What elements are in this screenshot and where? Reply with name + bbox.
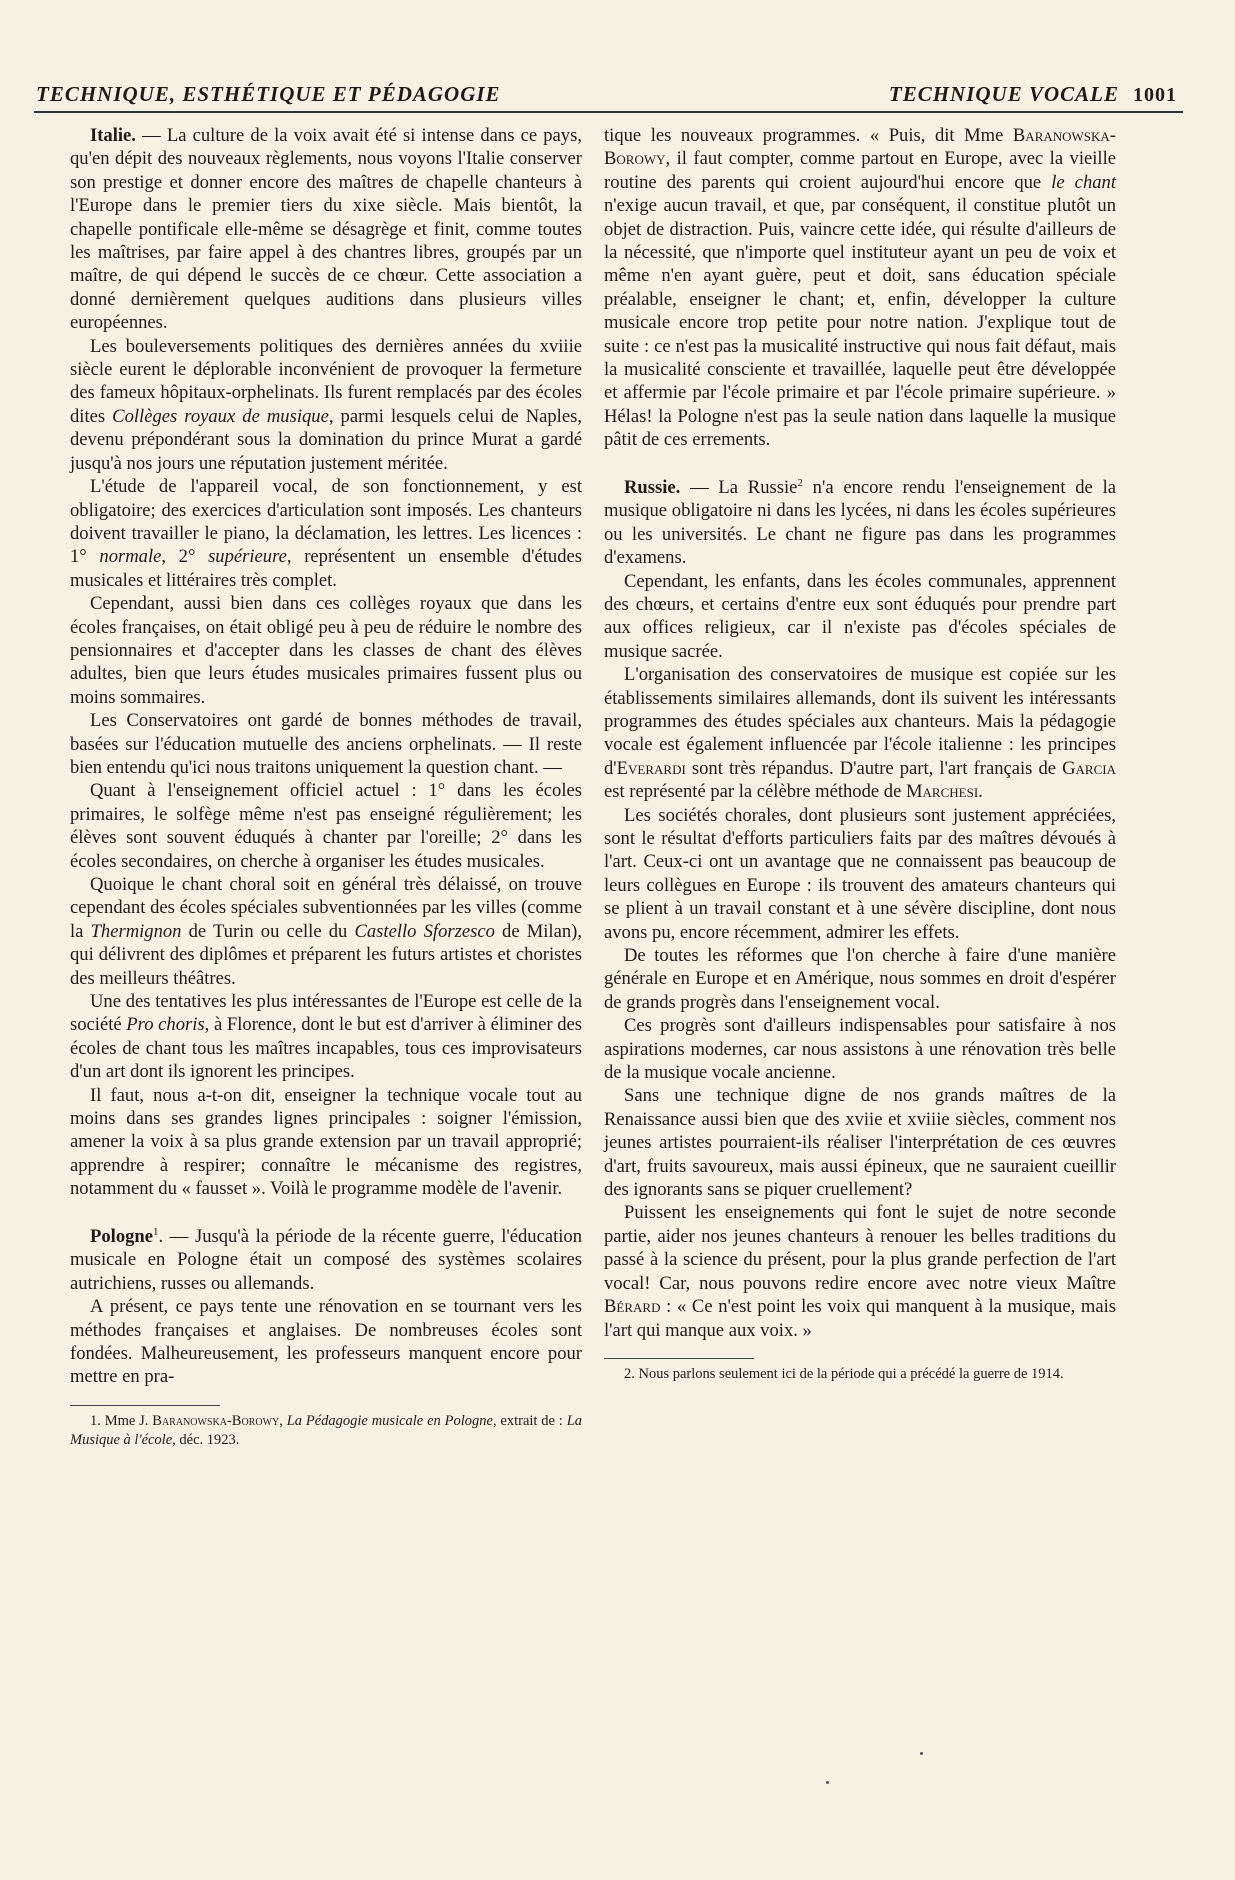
right-column [604, 124, 1116, 1384]
italic-term: le chant [1051, 171, 1116, 193]
running-head-right [889, 82, 1177, 107]
paragraph-text: . — Jusqu'à la période de la récente guerre, l'éducation musicale en Pologne était un composé des systèmes scolaires autrichiens, russes ou allemands. [70, 1225, 582, 1294]
section-heading-italie: Italie. [90, 125, 136, 146]
paragraph-text: , à Florence, dont le but est d'arriver à éliminer des écoles de chant tous les maîtres incapables, tous ces improvisateurs d'un art dont ils ignorent les principes. [70, 1014, 582, 1083]
person-name: Marchesi [906, 781, 979, 803]
italic-term: Pro choris [126, 1014, 205, 1036]
italic-term: normale [99, 546, 162, 568]
paragraph-text: tique les nouveaux programmes. « Puis, dit Mme [604, 125, 1013, 146]
author-name: Baranowska-Borowy [152, 1412, 280, 1429]
paragraph-russie-1 [604, 472, 1116, 570]
paragraph-text: , représentent un ensemble d'études musicales et littéraires très complet. [70, 546, 582, 591]
italic-title: La Musique à l'école [70, 1412, 583, 1448]
paragraph-text: — La culture de la voix avait été si intense dans ce pays, qu'en dépit des nouveaux règlements, nous voyons l'Italie conserver son prestige et donner encore des maîtres de chapelle chanteurs à l'Europe dans le premier tiers du xixe siècle. Mais bientôt, la chapelle pontificale elle-même se désagrège et finit, comme toutes les maîtrises, par faire appel à des chantres libres, groupés par un maître, de qui dépend le succès de ce chœur. Cette association a donné dernièrement quelques auditions dans plusieurs villes européennes. [70, 125, 582, 334]
person-name: Bérard [604, 1296, 661, 1318]
footnote-rule [70, 1405, 220, 1406]
paragraph-russie-7: Sans une technique digne de nos grands maîtres de la Renaissance aussi bien que des xviie et xviiie siècles, comment nos jeunes artistes pourraient-ils réaliser l'interprétation de ces œuvres d'art, fruits savoureux, mais aussi épineux, que ne sauraient cueillir des ignorants sans se piquer cruellement? [604, 1085, 1116, 1201]
paragraph-italie-9: Il faut, nous a-t-on dit, enseigner la technique vocale tout au moins dans ses grandes lignes principales : soigner l'émission, amener la voix à sa plus grande extension par un travail approprié; apprendre à respirer; connaître le mécanisme des registres, notamment du « fausset ». Voilà le programme modèle de l'avenir. [70, 1084, 582, 1200]
footnote-ref-1: 1 [153, 1225, 159, 1238]
paper-speck [920, 1752, 923, 1755]
footnote-rule [604, 1358, 754, 1359]
paragraph-pologne-3 [604, 124, 1116, 452]
paragraph-italie-3 [70, 475, 582, 592]
person-name: Garcia [1062, 757, 1116, 779]
paragraph-pologne-2: A présent, ce pays tente une rénovation en se tournant vers les méthodes françaises et anglaises. De nombreuses écoles sont fondées. Malheureusement, les professeurs manquent encore pour mettre en pra- [70, 1296, 582, 1388]
left-column [70, 124, 582, 1450]
paragraph-text: de Turin ou celle du [181, 920, 355, 942]
paragraph-text: : « Ce n'est point les voix qui manquent à la musique, mais l'art qui manque aux voix. » [604, 1296, 1116, 1341]
paragraph-text: . [978, 781, 983, 803]
paragraph-russie-4: Les sociétés chorales, dont plusieurs sont justement appréciées, sont le résultat d'efforts particuliers faits par des maîtres dévoués à l'art. Ceux-ci ont un avantage que ne connaissent pas beaucoup de leurs collègues en Europe : ils trouvent des amateurs chanteurs qui se plient à un travail constant et à une sévère discipline, dont nous avons pu, encore récemment, admirer les effets. [604, 804, 1116, 943]
paragraph-italie-8 [70, 990, 582, 1084]
footnote-1 [70, 1412, 582, 1450]
footnote-text: 1. Mme J. [90, 1412, 153, 1429]
italic-term: Thermignon [90, 920, 182, 942]
paragraph-text: , il faut compter, comme partout en Europe, avec la vieille routine des parents qui croient aujourd'hui encore que [604, 148, 1116, 193]
paragraph-russie-8 [604, 1201, 1116, 1341]
paragraph-pologne-1 [70, 1221, 582, 1295]
paragraph-italie-2 [70, 335, 582, 475]
footnote-text: , déc. 1923. [172, 1431, 240, 1448]
footnote-ref-2: 2 [797, 476, 803, 489]
italic-title: La Pédagogie musicale en Pologne [286, 1412, 493, 1429]
paragraph-text: Les bouleversements politiques des dernières années du xviiie siècle eurent le déplorable inconvénient de provoquer la fermeture des fameux hôpitaux-orphelinats. Ils furent remplacés par des écoles dites [70, 335, 582, 427]
section-heading-russie: Russie. [624, 476, 681, 498]
running-head-left: TECHNIQUE, ESTHÉTIQUE ET PÉDAGOGIE [36, 82, 501, 106]
paragraph-russie-5: De toutes les réformes que l'on cherche à faire d'une manière générale en Europe et en Amérique, nous sommes en droit d'espérer de grands progrès dans l'enseignement vocal. [604, 945, 1116, 1013]
paragraph-text: est représenté par la célèbre méthode de [604, 781, 906, 803]
paragraph-russie-6: Ces progrès sont d'ailleurs indispensables pour satisfaire à nos aspirations modernes, car nous assistons à une rénovation très belle de la musique vocale ancienne. [604, 1015, 1116, 1084]
paragraph-text: de Milan), qui délivrent des diplômes et préparent les futurs artistes et choristes des meilleurs théâtres. [70, 920, 582, 989]
paragraph-russie-3 [604, 663, 1116, 803]
paragraph-text: , parmi lesquels celui de Naples, devenu prépondérant sous la domination du prince Murat a gardé jusqu'à nos jours une réputation justement méritée. [70, 405, 582, 474]
paragraph-italie-7 [70, 873, 582, 990]
running-head-title: TECHNIQUE VOCALE [888, 82, 1119, 106]
paragraph-text: Une des tentatives les plus intéressantes de l'Europe est celle de la société [70, 991, 582, 1036]
paragraph-text: Puissent les enseignements qui font le sujet de notre seconde partie, aider nos jeunes chanteurs à renouer les belles traditions du passé à la science du présent, pour la plus grande perfection de l'art vocal! Car, nous pouvons redire encore avec notre vieux Maître [604, 1202, 1116, 1294]
paragraph-text: n'a encore rendu l'enseignement de la musique obligatoire ni dans les lycées, ni dans les écoles supérieures ou les universités. Le chant ne figure pas dans les programmes d'examens. [604, 476, 1116, 569]
italic-term: Collèges royaux de musique [112, 405, 329, 427]
paragraph-italie-6: Quant à l'enseignement officiel actuel : 1° dans les écoles primaires, le solfège même n'est pas enseigné régulièrement; les élèves sont souvent éduqués à chanter par l'oreille; 2° dans les écoles secondaires, on cherche à organiser les études musicales. [70, 780, 582, 872]
paragraph-italie-5: Les Conservatoires ont gardé de bonnes méthodes de travail, basées sur l'éducation mutuelle des anciens orphelinats. — Il reste bien entendu qu'ici nous traitons uniquement la question chant. — [70, 710, 582, 778]
paragraph-text: , 2° [161, 546, 209, 568]
paragraph-italie-4: Cependant, aussi bien dans ces collèges royaux que dans les écoles françaises, on était obligé peu à peu de réduire le nombre des pensionnaires et d'accepter dans les classes de chant des élèves adultes, bien que leurs études musicales primaires fussent plus ou moins sommaires. [70, 593, 582, 708]
footnote-text: , [279, 1412, 287, 1429]
paragraph-text: L'étude de l'appareil vocal, de son fonctionnement, y est obligatoire; des exercices d'articulation sont imposés. Les chanteurs doivent travailler le piano, la déclamation, les lettres. Les licences : 1° [70, 476, 582, 568]
paragraph-russie-2: Cependant, les enfants, dans les écoles communales, apprennent des chœurs, et certains d'entre eux sont éduqués pour prendre part aux offices religieux, car il n'existe pas d'écoles spéciales de musique sacrée. [604, 570, 1116, 662]
section-heading-pologne: Pologne [90, 1225, 154, 1247]
italic-term: Castello Sforzesco [354, 920, 495, 942]
paragraph-text: — La Russie [680, 476, 798, 498]
paragraph-text: L'organisation des conservatoires de musique est copiée sur les établissements similaires allemands, dont ils suivent les intéressants programmes des études spéciales aux chanteurs. Mais la pédagogie vocale est également influencée par l'école italienne : les principes d' [604, 664, 1116, 779]
person-name: Everardi [616, 757, 686, 779]
footnote-2: 2. Nous parlons seulement ici de la période qui a précédé la guerre de 1914. [624, 1365, 1064, 1382]
author-name: Baranowska-Borowy [604, 125, 1116, 170]
paragraph-italie-1 [70, 124, 582, 335]
page-number: 1001 [1133, 84, 1177, 106]
header-rule [34, 111, 1183, 113]
footnote-text: , extrait de : [492, 1412, 567, 1429]
paragraph-text: n'exige aucun travail, et que, par conséquent, il constitue plutôt un objet de distraction. Puis, vaincre cette idée, qui résulte d'ailleurs de la nécessité, que n'importe quel instituteur ayant un peu de voix et même n'en ayant guère, peut et doit, sans éducation spéciale préalable, enseigner le chant; et, enfin, développer la culture musicale encore trop petite pour notre nation. J'explique tout de suite : ce n'est pas la musicalité instructive qui nous fait défaut, mais la musicalité consciente et travaillée, laquelle peut être développée et affermie par l'école primaire et par l'école primaire supérieure. » Hélas! la Pologne n'est pas la seule nation dans laquelle la musique pâtit de ces errements. [604, 195, 1116, 451]
italic-term: supérieure [208, 546, 287, 568]
paragraph-text: Quoique le chant choral soit en général très délaissé, on trouve cependant des écoles spéciales subventionnées par les villes (comme la [70, 874, 582, 942]
paragraph-text: sont très répandus. D'autre part, l'art français de [685, 757, 1063, 779]
paper-speck [826, 1781, 829, 1784]
